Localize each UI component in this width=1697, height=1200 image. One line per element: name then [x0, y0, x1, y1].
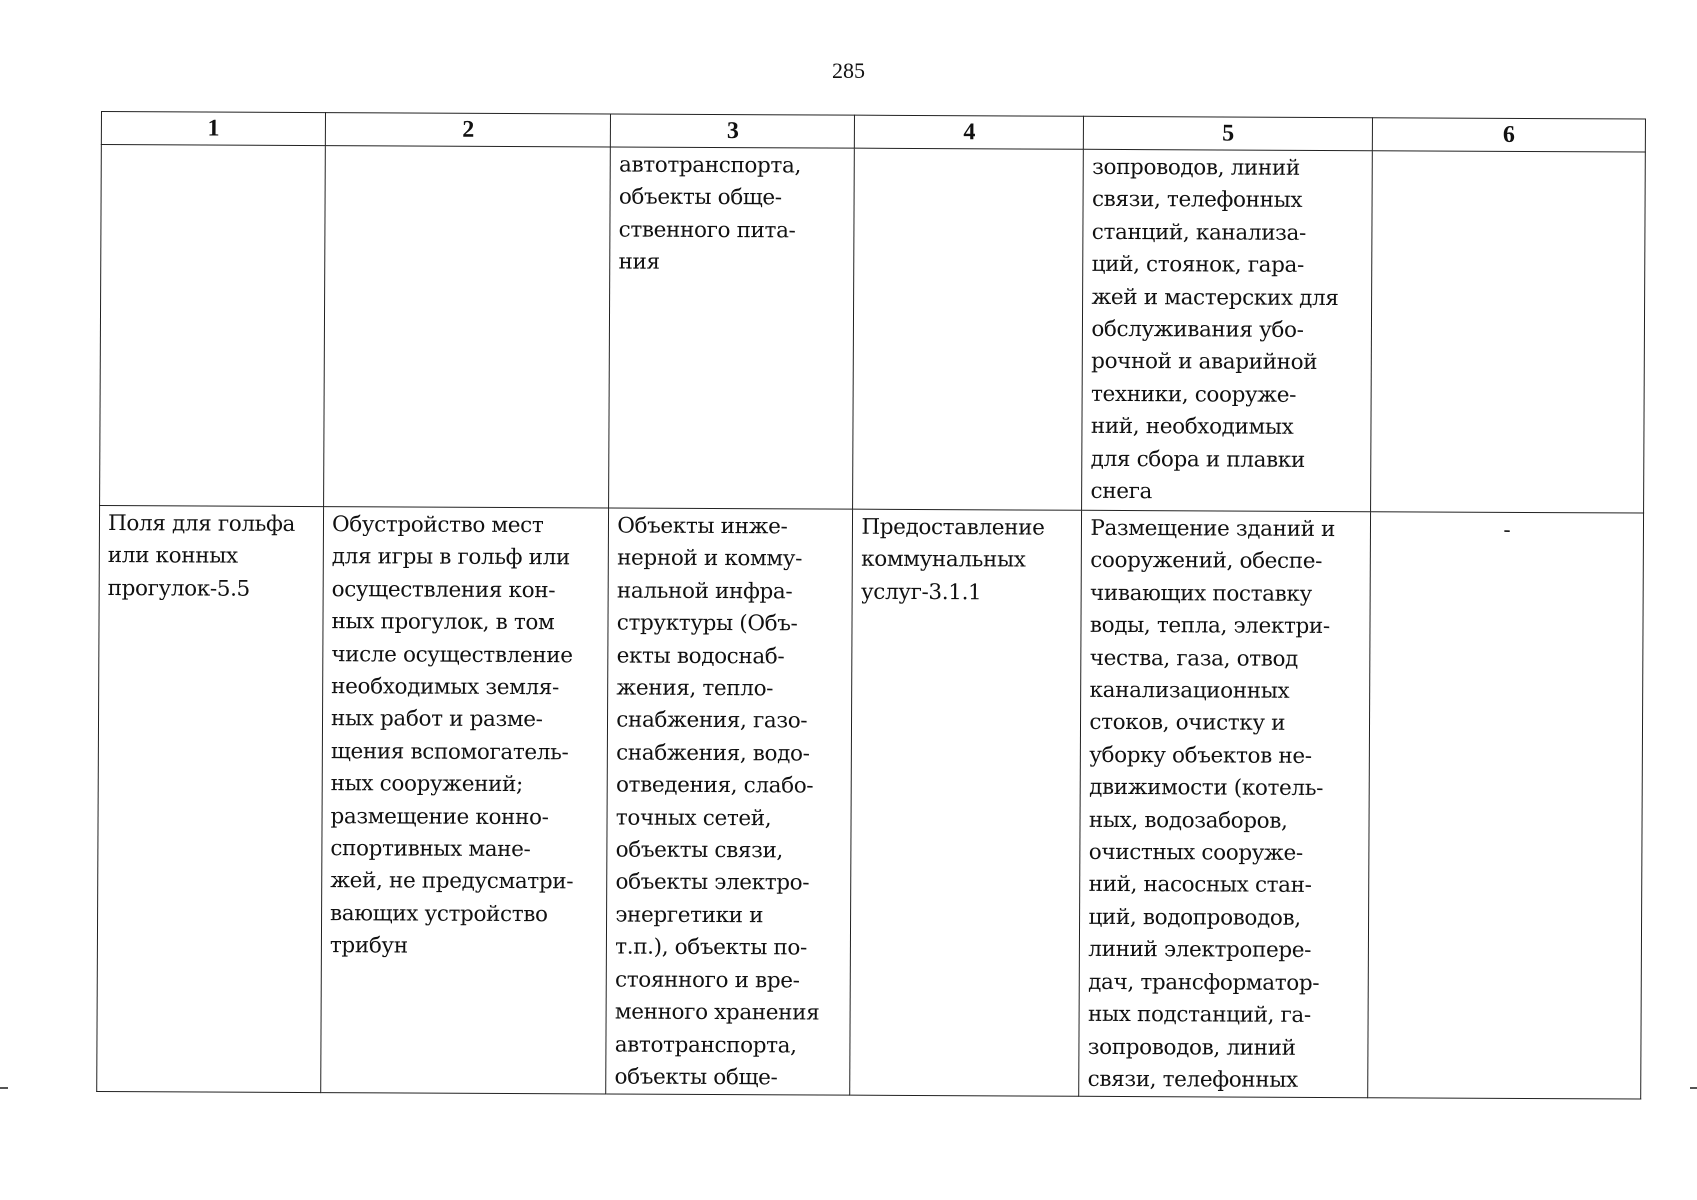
table-cell: автотранспорта, объекты обще- ственного пита- ния [609, 147, 855, 509]
table-cell: Поля для гольфа или конных прогулок-5.5 [97, 505, 324, 1092]
table-cell: зопроводов, линий связи, телефонных станций, канализа- ций, стоянок, гара- жей и мастерских для обслуживания убо- рочной и аварийной техники, сооруже- ний, необходимых для сбора и плавки снега [1082, 149, 1372, 511]
scan-mark-left [0, 1087, 8, 1089]
table-row-continuation [100, 145, 1646, 514]
table-cell: Объекты инже- нерной и комму- нальной инфра- структуры (Объ- екты водоснаб- жения, тепло- снабжения, газо- снабжения, водо- отведения, слабо- точных сетей, объекты связи, объекты электро- энергетики и т.п.), объекты по- стоянного и вре- менного хранения автотранспорта, объекты обще- [606, 508, 853, 1095]
column-header-2: 2 [325, 113, 610, 147]
column-header-4: 4 [855, 115, 1084, 149]
column-header-1: 1 [101, 112, 325, 146]
page-number-text: 285 [832, 58, 865, 83]
page-number [0, 58, 1697, 84]
table-cell: Размещение зданий и сооружений, обеспе- чивающих поставку воды, тепла, электри- чества, газа, отвод канализационных стоков, очистку и уборку объектов не- движимости (котель- ных, водозаборов, очистных сооруже- ний, насосных стан- ций, водопроводов, линий электропере- дач, трансформатор- ных подстанций, га- зопроводов, линий связи, телефонных [1079, 510, 1370, 1098]
scan-mark-right [1690, 1087, 1697, 1089]
table-cell [1370, 151, 1645, 513]
table-cell: Предоставление коммунальных услуг-3.1.1 [850, 509, 1082, 1096]
table-cell: Обустройство мест для игры в гольф или осуществления кон- ных прогулок, в том числе осуществление необходимых земля- ных работ и разме- щения вспомогатель- ных сооружений; размещение конно- спортивных мане- жей, не предусматри- вающих устройство трибун [321, 507, 609, 1095]
column-header-5: 5 [1084, 116, 1372, 150]
table-cell: - [1367, 512, 1643, 1100]
table-cell [100, 145, 326, 507]
table-cell [853, 148, 1084, 510]
table-cell [324, 146, 611, 508]
table-row-golf [97, 505, 1644, 1099]
column-header-6: 6 [1372, 118, 1645, 152]
column-header-3: 3 [611, 114, 855, 148]
document-table [96, 111, 1646, 1100]
